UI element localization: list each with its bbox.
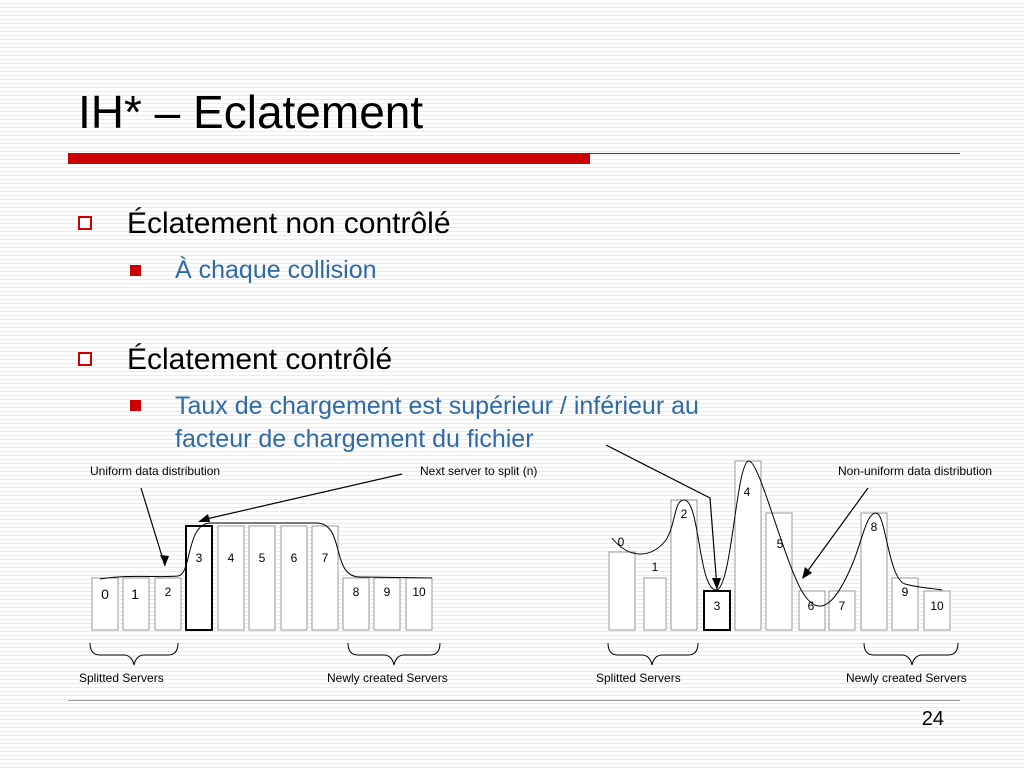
left-newly-brace	[348, 643, 440, 665]
footer-divider	[68, 700, 960, 701]
right-server-label-8: 8	[870, 520, 878, 534]
bullet-controlled-split: Éclatement contrôlé	[127, 343, 393, 376]
left-server-label-3: 3	[195, 551, 203, 565]
right-server-5	[766, 513, 792, 630]
right-server-label-1: 1	[651, 560, 659, 574]
uniform-distribution-label: Uniform data distribution	[90, 464, 221, 478]
non-uniform-distribution-label: Non-uniform data distribution	[838, 464, 993, 478]
non-uniform-arrowhead-icon	[802, 567, 812, 579]
right-server-label-3: 3	[713, 599, 721, 613]
right-splitted-brace	[608, 643, 698, 665]
right-server-label-2: 2	[680, 507, 688, 521]
left-splitted-brace	[90, 643, 178, 665]
right-server-label-4: 4	[743, 485, 751, 499]
sub-bullet-each-collision: À chaque collision	[175, 256, 377, 284]
left-splitted-servers-label: Splitted Servers	[79, 671, 164, 685]
left-server-7	[312, 526, 338, 630]
slide-title: IH* – Eclatement	[78, 86, 424, 138]
right-server-label-10: 10	[930, 599, 944, 613]
left-server-4	[218, 526, 244, 630]
left-server-label-1: 1	[131, 586, 139, 602]
next-server-arrow-left	[202, 474, 402, 520]
right-server-label-5: 5	[776, 537, 784, 551]
uniform-arrow	[141, 488, 165, 566]
right-newly-brace	[864, 643, 958, 665]
right-server-label-6: 6	[807, 599, 815, 613]
right-server-label-7: 7	[838, 599, 846, 613]
bullet-uncontrolled-split: Éclatement non contrôlé	[127, 207, 451, 240]
left-server-label-5: 5	[258, 551, 266, 565]
left-newly-created-servers-label: Newly created Servers	[327, 671, 448, 685]
left-server-label-10: 10	[412, 585, 426, 599]
right-server-1	[644, 578, 666, 630]
left-server-label-0: 0	[101, 586, 109, 602]
next-server-label: Next server to split (n)	[420, 464, 538, 478]
left-server-3-next-split	[186, 526, 212, 630]
non-uniform-arrow	[804, 488, 868, 576]
right-server-0	[609, 552, 635, 630]
right-server-label-0: 0	[617, 535, 625, 549]
sub-bullet-load-factor-line2: facteur de chargement du fichier	[175, 425, 534, 453]
right-newly-created-servers-label: Newly created Servers	[846, 671, 967, 685]
left-server-label-7: 7	[321, 551, 329, 565]
sub-bullet-load-factor-line1: Taux de chargement est supérieur / inférieur au	[175, 392, 699, 420]
next-server-arrowhead-left-icon	[198, 514, 210, 522]
left-server-bars	[92, 526, 432, 630]
uniform-arrowhead-icon	[160, 555, 169, 566]
left-server-label-6: 6	[290, 551, 298, 565]
page-number: 24	[921, 708, 944, 730]
right-splitted-servers-label: Splitted Servers	[596, 671, 681, 685]
left-server-label-2: 2	[164, 585, 172, 599]
right-server-label-9: 9	[901, 585, 909, 599]
left-server-label-8: 8	[352, 585, 360, 599]
left-server-6	[281, 526, 307, 630]
left-server-5	[249, 526, 275, 630]
left-server-label-4: 4	[227, 551, 235, 565]
left-server-label-9: 9	[383, 585, 391, 599]
